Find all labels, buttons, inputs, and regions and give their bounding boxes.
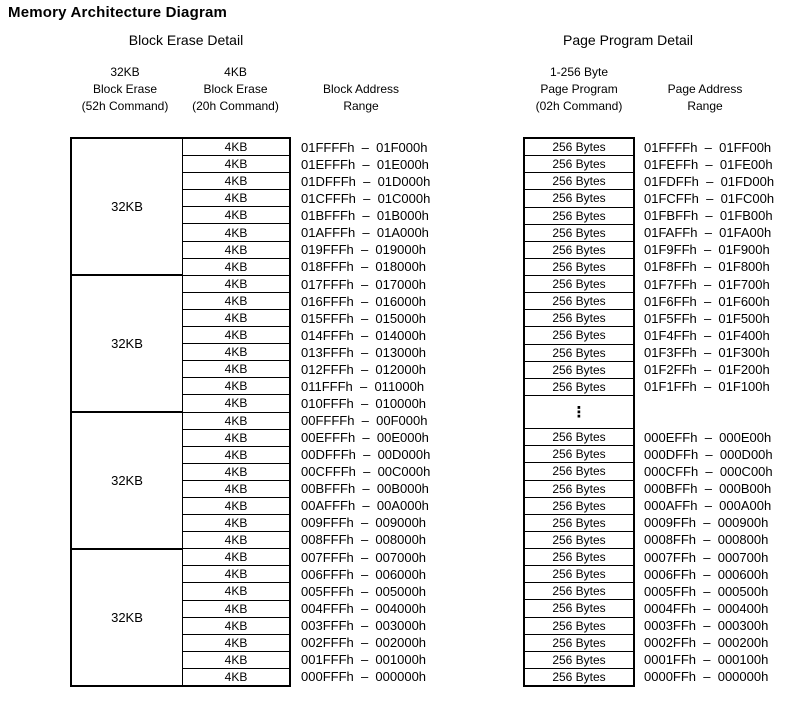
page-256bytes-cell: 256 Bytes <box>525 155 633 172</box>
4kb-block-cell: 4KB <box>183 668 289 685</box>
page-address-range: 0006FFh – 000600h <box>644 566 769 582</box>
4kb-block-cell: 4KB <box>183 651 289 668</box>
page-256bytes-cell: 256 Bytes <box>525 207 633 224</box>
page-address-range: 01FCFFh – 01FC00h <box>644 191 775 207</box>
4kb-block-cell: 4KB <box>183 531 289 548</box>
page-address-range: 01F9FFh – 01F900h <box>644 242 770 258</box>
block-address-range: 00BFFFh – 00B000h <box>301 481 429 497</box>
block-address-range: 00FFFFh – 00F000h <box>301 413 428 429</box>
block-address-range: 005FFFh – 005000h <box>301 583 427 599</box>
4kb-block-cell: 4KB <box>183 514 289 531</box>
page-address-range: 01FEFFh – 01FE00h <box>644 157 773 173</box>
page-256bytes-cell: 256 Bytes <box>525 462 633 479</box>
page-256bytes-cell: 256 Bytes <box>525 565 633 582</box>
block-address-range: 00CFFFh – 00C000h <box>301 464 431 480</box>
page-256bytes-cell: 256 Bytes <box>525 599 633 616</box>
page-address-range: 01F6FFh – 01F600h <box>644 293 770 309</box>
block-address-range: 000FFFh – 000000h <box>301 668 427 684</box>
col-header-line: (52h Command) <box>81 99 169 113</box>
block-address-column <box>291 137 461 687</box>
page-256bytes-cell: 256 Bytes <box>525 275 633 292</box>
page-256bytes-cell: 256 Bytes <box>525 531 633 548</box>
4kb-block-cell: 4KB <box>183 429 289 446</box>
page-program-column-headers <box>523 64 775 115</box>
4kb-block-cell: 4KB <box>183 634 289 651</box>
block-address-range: 01EFFFh – 01E000h <box>301 157 429 173</box>
page-address-range: 01FBFFh – 01FB00h <box>644 208 773 224</box>
page-address-range: 01FDFFh – 01FD00h <box>644 174 775 190</box>
page-address-range: 0000FFh – 000000h <box>644 668 769 684</box>
col-header-block-address <box>291 81 431 115</box>
col-header-line: (20h Command) <box>192 99 279 113</box>
page-256bytes-cell: 256 Bytes <box>525 582 633 599</box>
page-address-range: 01F8FFh – 01F800h <box>644 259 770 275</box>
page-address-range: 01F4FFh – 01F400h <box>644 327 770 343</box>
4kb-block-cell: 4KB <box>183 394 289 411</box>
block-address-range: 00DFFFh – 00D000h <box>301 447 431 463</box>
block-address-range: 004FFFh – 004000h <box>301 600 427 616</box>
page-program-table <box>523 137 790 687</box>
page-address-range: 0005FFh – 000500h <box>644 583 769 599</box>
page-title: Memory Architecture Diagram <box>8 4 228 21</box>
block-address-range: 002FFFh – 002000h <box>301 634 427 650</box>
block-address-range: 009FFFh – 009000h <box>301 515 427 531</box>
32kb-block-cell: 32KB <box>72 548 182 685</box>
page-256bytes-cell: 256 Bytes <box>525 668 633 685</box>
page-256bytes-cell: 256 Bytes <box>525 344 633 361</box>
page-256bytes-cell: 256 Bytes <box>525 445 633 462</box>
4kb-block-cell: 4KB <box>183 275 289 292</box>
col-header-line: Block Erase <box>203 82 268 96</box>
page-address-column <box>635 137 790 687</box>
page-address-range: 0003FFh – 000300h <box>644 617 769 633</box>
page-256bytes-cell: 256 Bytes <box>525 378 633 395</box>
4kb-block-cell: 4KB <box>183 206 289 223</box>
col-header-page-program <box>523 64 635 115</box>
page-address-range: 0007FFh – 000700h <box>644 549 769 565</box>
block-address-range: 016FFFh – 016000h <box>301 293 427 309</box>
block-address-range: 007FFFh – 007000h <box>301 549 427 565</box>
col-header-page-address <box>635 81 775 115</box>
4kb-block-cell: 4KB <box>183 548 289 565</box>
page-256bytes-cell: 256 Bytes <box>525 326 633 343</box>
4kb-block-cell: 4KB <box>183 172 289 189</box>
4kb-block-cell: 4KB <box>183 258 289 275</box>
block-address-range: 01BFFFh – 01B000h <box>301 208 429 224</box>
page-256bytes-cell: 256 Bytes <box>525 480 633 497</box>
4kb-block-cell: 4KB <box>183 600 289 617</box>
page-address-range: 01F2FFh – 01F200h <box>644 361 770 377</box>
4kb-block-cell: 4KB <box>183 463 289 480</box>
page-address-range: 01F3FFh – 01F300h <box>644 344 770 360</box>
block-address-range: 006FFFh – 006000h <box>301 566 427 582</box>
4kb-block-cell: 4KB <box>183 565 289 582</box>
col-header-line: Block Erase <box>92 82 158 96</box>
4kb-block-cell: 4KB <box>183 155 289 172</box>
page-256bytes-cell: 256 Bytes <box>525 651 633 668</box>
erase-32kb-column <box>72 139 182 685</box>
col-header-line: Range <box>687 99 723 113</box>
4kb-block-cell: 4KB <box>183 377 289 394</box>
page-address-range: 01FAFFh – 01FA00h <box>644 225 772 241</box>
block-erase-heading: Block Erase Detail <box>128 32 244 48</box>
4kb-block-cell: 4KB <box>183 582 289 599</box>
page-address-range: 000EFFh – 000E00h <box>644 430 772 446</box>
page-256bytes-cell: 256 Bytes <box>525 241 633 258</box>
block-erase-table <box>70 137 461 687</box>
block-erase-grid <box>70 137 291 687</box>
block-address-range: 012FFFh – 012000h <box>301 361 427 377</box>
page-address-range: 01F1FFh – 01F100h <box>644 378 770 394</box>
page-256bytes-cell: 256 Bytes <box>525 548 633 565</box>
page-address-range: 000DFFh – 000D00h <box>644 447 773 463</box>
page-address-range: 000CFFh – 000C00h <box>644 464 773 480</box>
block-address-range: 015FFFh – 015000h <box>301 310 427 326</box>
page-256bytes-cell: 256 Bytes <box>525 309 633 326</box>
block-address-range: 019FFFh – 019000h <box>301 242 427 258</box>
block-address-range: 01FFFFh – 01F000h <box>301 140 428 156</box>
page-address-range: 0004FFh – 000400h <box>644 600 769 616</box>
block-address-range: 003FFFh – 003000h <box>301 617 427 633</box>
col-header-4kb-erase <box>180 64 291 115</box>
col-header-line: Page Program <box>540 82 618 96</box>
page-256bytes-cell: 256 Bytes <box>525 634 633 651</box>
32kb-block-cell: 32KB <box>72 274 182 411</box>
block-address-range: 008FFFh – 008000h <box>301 532 427 548</box>
page-256bytes-cell: 256 Bytes <box>525 292 633 309</box>
page-address-range: 01FFFFh – 01FF00h <box>644 140 772 156</box>
block-address-range: 010FFFh – 010000h <box>301 395 427 411</box>
page-program-heading: Page Program Detail <box>563 32 693 48</box>
block-address-range: 018FFFh – 018000h <box>301 259 427 275</box>
32kb-block-cell: 32KB <box>111 199 143 214</box>
page-256bytes-cell: 256 Bytes <box>525 617 633 634</box>
block-address-range: 011FFFh – 011000h <box>301 378 425 394</box>
32kb-block-cell: 32KB <box>72 411 182 548</box>
block-address-range: 01CFFFh – 01C000h <box>301 191 431 207</box>
4kb-block-cell: 4KB <box>183 617 289 634</box>
col-header-line: Block Address <box>322 82 400 96</box>
4kb-block-cell: 4KB <box>183 223 289 240</box>
4kb-block-cell: 4KB <box>183 189 289 206</box>
page-address-range: 01F5FFh – 01F500h <box>644 310 770 326</box>
block-erase-column-headers <box>70 64 431 115</box>
col-header-32kb-erase <box>70 64 180 115</box>
col-header-line: 32KB <box>110 65 140 79</box>
vertical-ellipsis: ⋮ <box>525 395 633 428</box>
page-address-range: 01F7FFh – 01F700h <box>644 276 770 292</box>
col-header-line: 1-256 Byte <box>549 65 609 79</box>
page-address-range: 0002FFh – 000200h <box>644 634 769 650</box>
4kb-block-cell: 4KB <box>183 480 289 497</box>
page-address-range: 0001FFh – 000100h <box>644 651 769 667</box>
block-address-range: 00EFFFh – 00E000h <box>301 430 429 446</box>
4kb-block-cell: 4KB <box>183 412 289 429</box>
page-256bytes-cell: 256 Bytes <box>525 514 633 531</box>
4kb-block-cell: 4KB <box>183 292 289 309</box>
block-address-range: 014FFFh – 014000h <box>301 327 427 343</box>
page-256bytes-cell: 256 Bytes <box>525 172 633 189</box>
page-address-range: 0008FFh – 000800h <box>644 532 769 548</box>
col-header-line: (02h Command) <box>535 99 623 113</box>
block-address-range: 00AFFFh – 00A000h <box>301 498 429 514</box>
page-256bytes-cell: 256 Bytes <box>525 428 633 445</box>
page-256bytes-cell: 256 Bytes <box>525 258 633 275</box>
page-address-range: 000BFFh – 000B00h <box>644 481 772 497</box>
block-address-range: 01AFFFh – 01A000h <box>301 225 429 241</box>
col-header-line: Page Address <box>667 82 743 96</box>
block-address-range: 001FFFh – 001000h <box>301 651 427 667</box>
page-address-range: 000AFFh – 000A00h <box>644 498 772 514</box>
page-256bytes-cell: 256 Bytes <box>552 140 606 155</box>
block-address-range: 01DFFFh – 01D000h <box>301 174 431 190</box>
page-256bytes-cell: 256 Bytes <box>525 189 633 206</box>
4kb-block-cell: 4KB <box>183 241 289 258</box>
4kb-block-cell: 4KB <box>183 446 289 463</box>
page-address-range: 0009FFh – 000900h <box>644 515 769 531</box>
col-header-line: Range <box>343 99 379 113</box>
block-address-range: 017FFFh – 017000h <box>301 276 427 292</box>
block-address-range: 013FFFh – 013000h <box>301 344 427 360</box>
page-256bytes-cell: 256 Bytes <box>525 361 633 378</box>
4kb-block-cell: 4KB <box>183 497 289 514</box>
col-header-line: 4KB <box>224 65 247 79</box>
page-address-gap <box>635 395 790 429</box>
page-256bytes-cell: 256 Bytes <box>525 224 633 241</box>
erase-4kb-column <box>182 139 289 685</box>
page-256bytes-cell: 256 Bytes <box>525 497 633 514</box>
4kb-block-cell: 4KB <box>183 309 289 326</box>
page-bytes-column <box>523 137 635 687</box>
4kb-block-cell: 4KB <box>183 343 289 360</box>
4kb-block-cell: 4KB <box>183 326 289 343</box>
4kb-block-cell: 4KB <box>183 360 289 377</box>
4kb-block-cell: 4KB <box>224 140 248 155</box>
